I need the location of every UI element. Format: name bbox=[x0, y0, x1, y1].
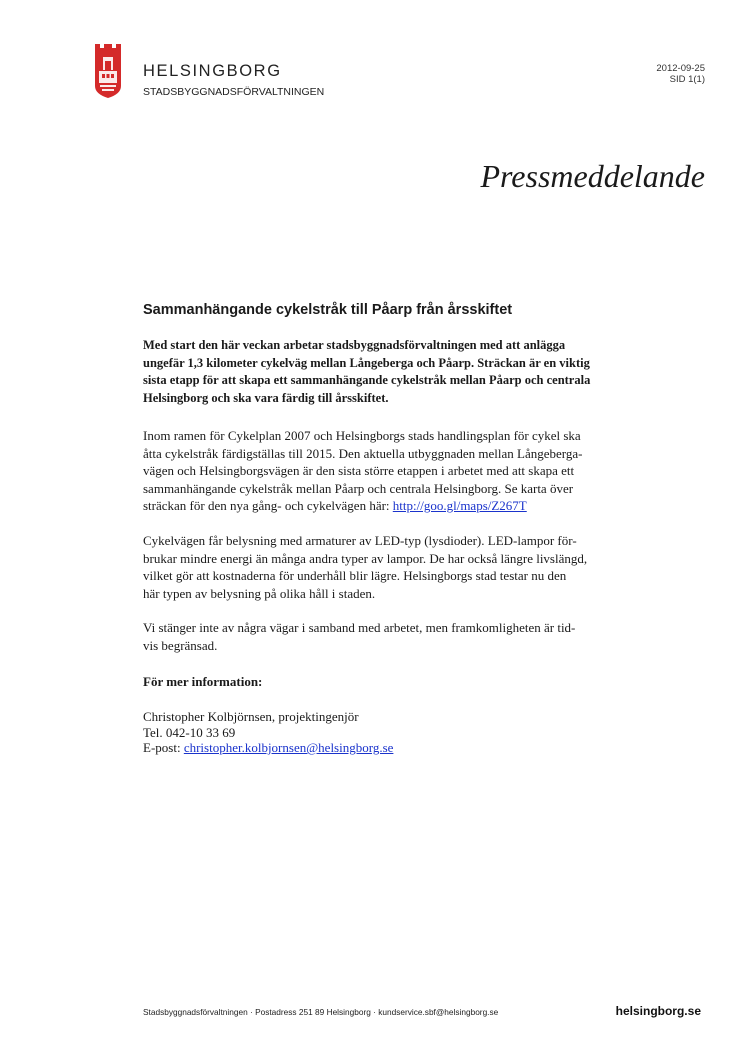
paragraph-line: sammanhängande cykelstråk mellan Påarp och centrala Helsingborg. Se karta över bbox=[143, 480, 574, 496]
body-paragraph-traffic bbox=[143, 619, 613, 654]
document-type-label: Pressmeddelande bbox=[480, 158, 705, 194]
contact-name: Christopher Kolbjörnsen, projektingenjör bbox=[143, 709, 359, 724]
body-paragraph-lighting bbox=[143, 532, 613, 602]
paragraph-line: Cykelvägen får belysning med armaturer av LED-typ (lysdioder). LED-lampor för- bbox=[143, 533, 577, 548]
department-name: STADSBYGGNADSFÖRVALTNINGEN bbox=[143, 86, 325, 98]
paragraph-line: Vi stänger inte av några vägar i samband med arbetet, men framkomligheten är tid- bbox=[143, 620, 576, 635]
contact-phone: Tel. 042-10 33 69 bbox=[143, 724, 236, 740]
lead-line: sista etapp för att skapa ett sammanhängande cykelstråk mellan Påarp och centrala bbox=[143, 373, 591, 387]
lead-paragraph bbox=[143, 337, 613, 407]
paragraph-line: här typen av belysning på olika håll i staden. bbox=[143, 585, 376, 601]
lead-line: Helsingborg och ska vara färdig till årsskiftet. bbox=[143, 390, 389, 405]
footer-address: Stadsbyggnadsförvaltningen · Postadress 251 89 Helsingborg · kundservice.sbf@helsingborg.se bbox=[143, 1007, 499, 1017]
lead-line: ungefär 1,3 kilometer cykelväg mellan Långeberga och Påarp. Sträckan är en viktig bbox=[143, 355, 590, 370]
paragraph-line: åtta cykelstråk färdigställas till 2015. Den aktuella utbyggnaden mellan Långeberga- bbox=[143, 445, 583, 461]
map-link[interactable]: http://goo.gl/maps/Z267T bbox=[392, 498, 527, 513]
page-number: SID 1(1) bbox=[669, 74, 705, 85]
paragraph-line: vilket gör att kostnaderna för underhåll blir lägre. Helsingborgs stad testar nu den bbox=[143, 568, 567, 583]
paragraph-line: vägen och Helsingborgsvägen är den sista större etappen i arbetet med att skapa ett bbox=[143, 463, 575, 478]
body-paragraph-plan bbox=[143, 427, 613, 515]
paragraph-line: vis begränsad. bbox=[143, 637, 218, 653]
document-date: 2012-09-25 bbox=[656, 63, 705, 74]
map-link-prefix: sträckan för den nya gång- och cykelvägen här: bbox=[143, 498, 393, 513]
lead-line: Med start den här veckan arbetar stadsbyggnadsförvaltningen med att anlägga bbox=[143, 338, 566, 352]
organization-name: HELSINGBORG bbox=[143, 62, 282, 80]
email-link[interactable]: christopher.kolbjornsen@helsingborg.se bbox=[183, 740, 394, 755]
paragraph-line: brukar mindre energi än många andra typer av lampor. De har också längre livslängd, bbox=[143, 550, 588, 566]
document-meta bbox=[656, 63, 705, 85]
contact-email-line bbox=[143, 740, 613, 756]
paragraph-line: Inom ramen för Cykelplan 2007 och Helsingborgs stads handlingsplan för cykel ska bbox=[143, 428, 581, 443]
page-title: Sammanhängande cykelstråk till Påarp från årsskiftet bbox=[143, 302, 513, 318]
paragraph-line bbox=[143, 497, 613, 515]
info-heading: För mer information: bbox=[143, 674, 263, 689]
helsingborg-coat-of-arms-icon bbox=[93, 44, 123, 98]
contact-block bbox=[143, 709, 613, 756]
email-prefix: E-post: bbox=[143, 740, 184, 755]
footer-website[interactable]: helsingborg.se bbox=[615, 1004, 701, 1018]
